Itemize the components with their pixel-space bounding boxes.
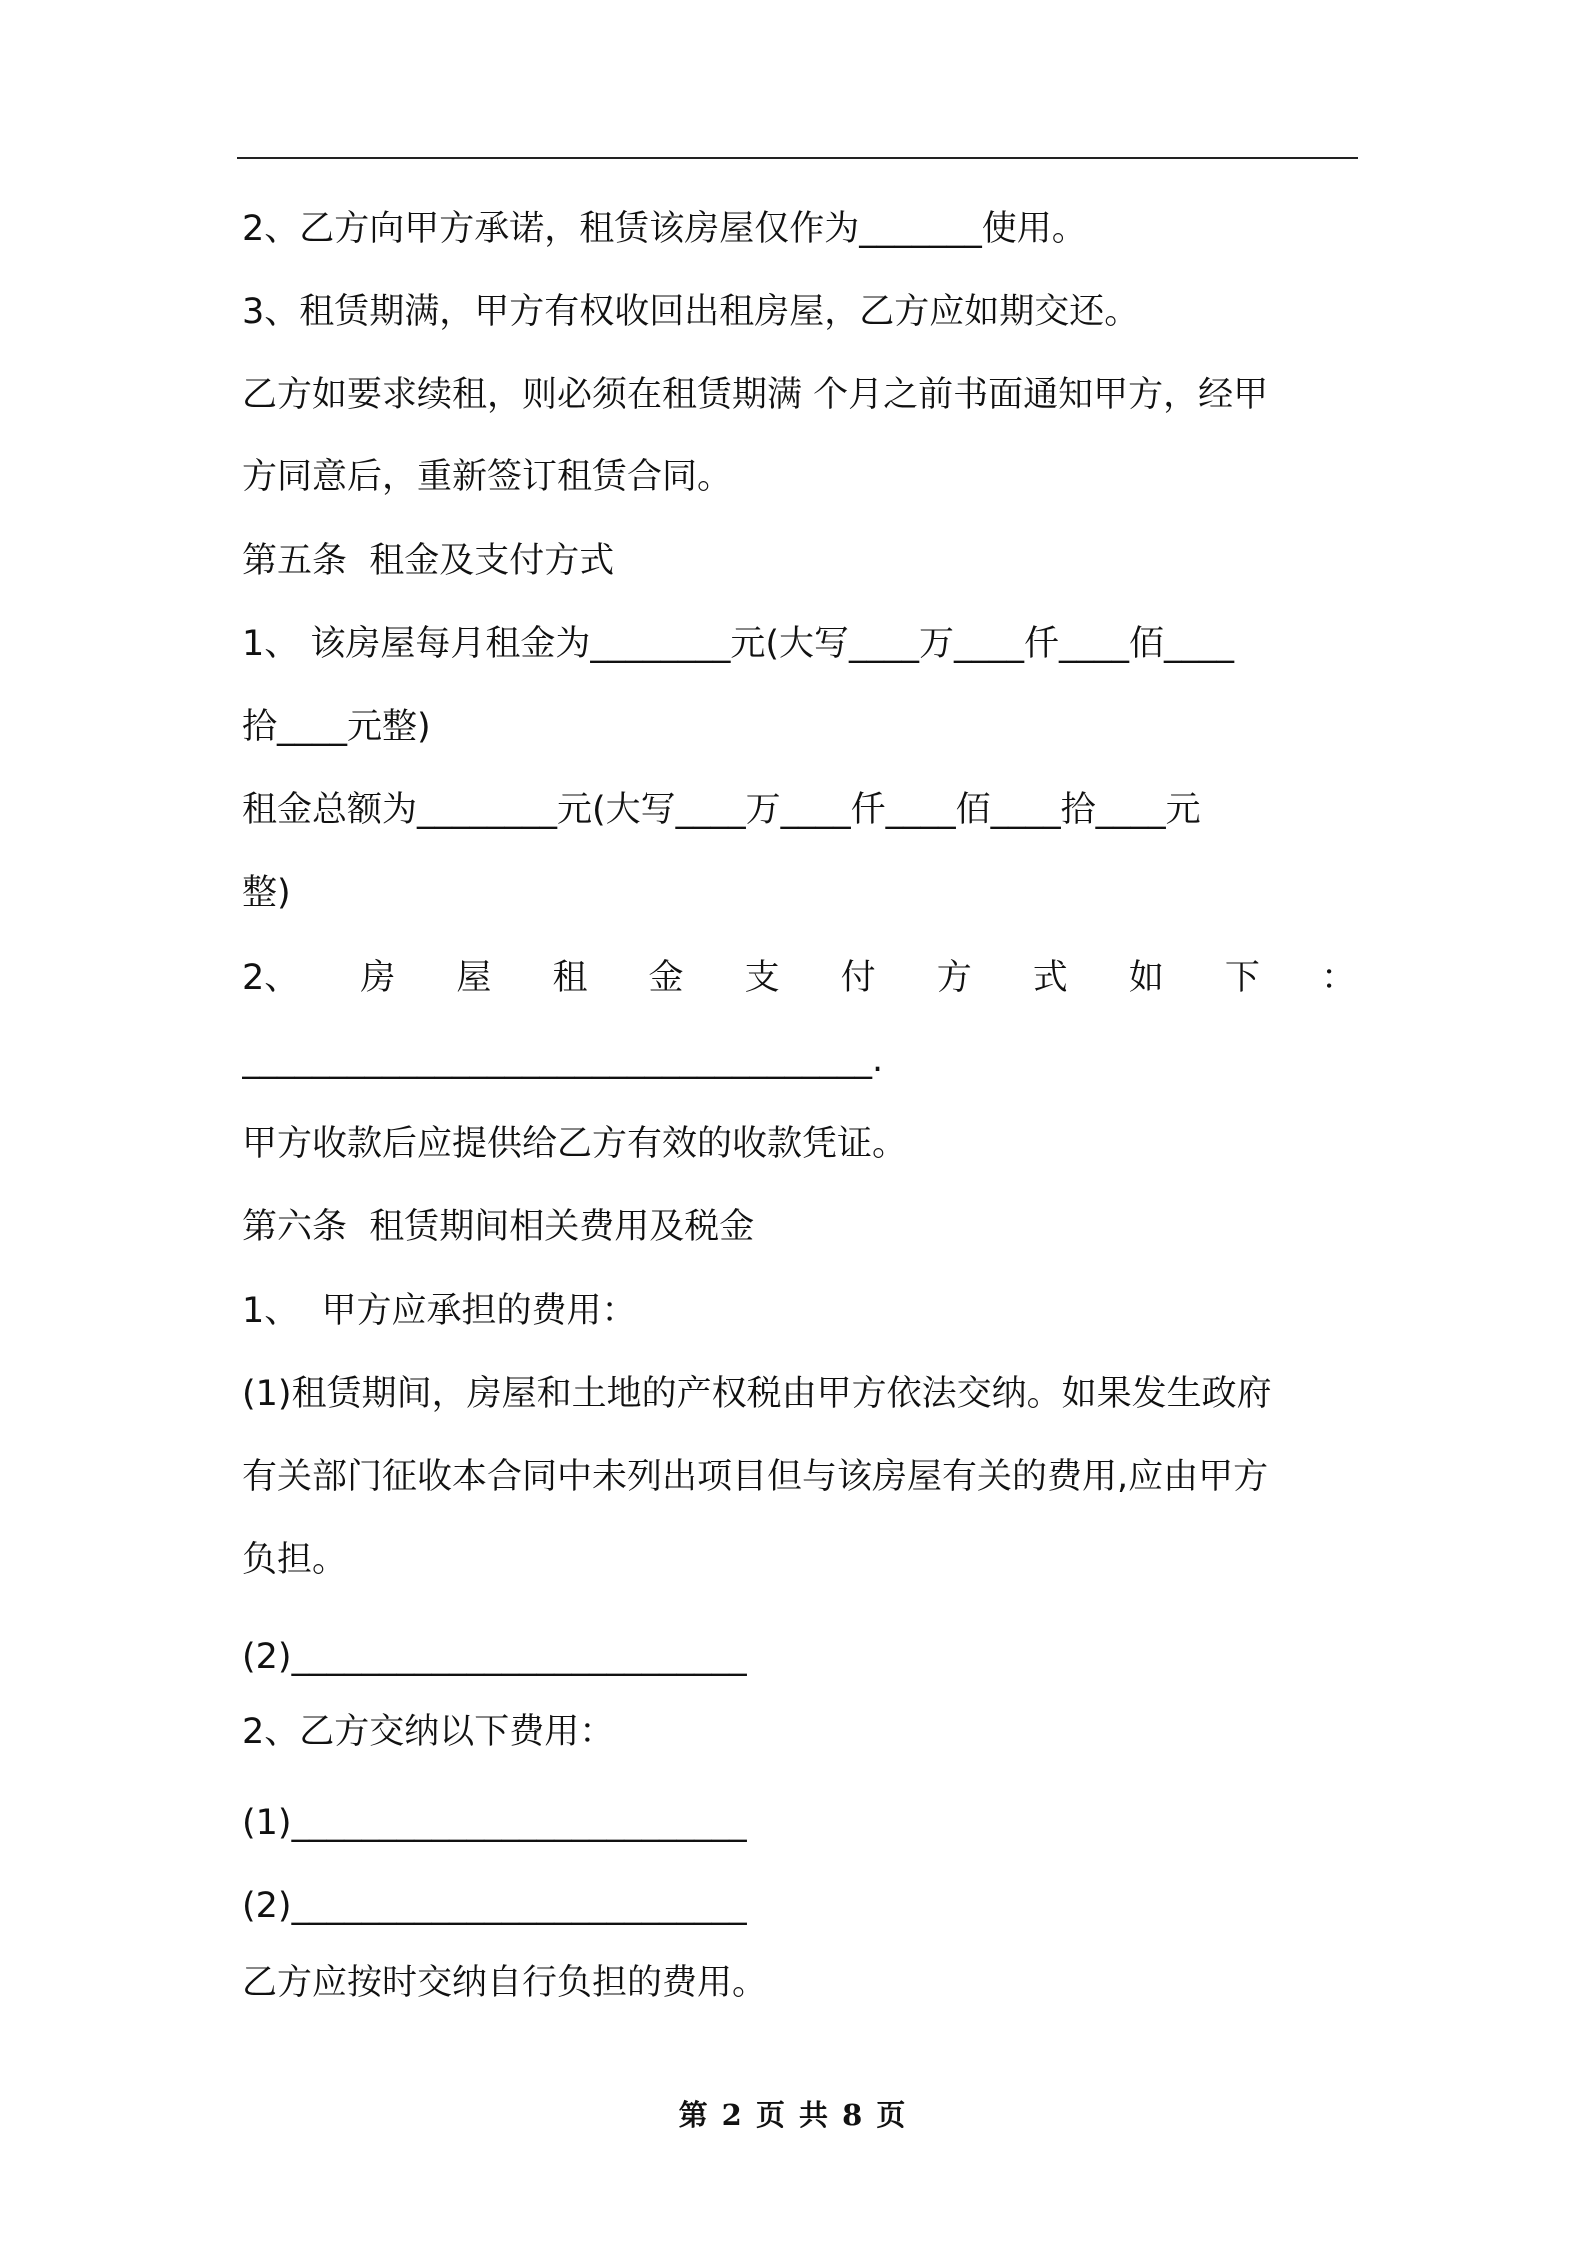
payment-method-char: 屋 bbox=[456, 958, 492, 998]
page-number-footer: 第 2 页 共 8 页 bbox=[678, 2098, 908, 2132]
receipt-text: 甲方收款后应提供给乙方有效的收款凭证。 bbox=[242, 1124, 908, 1164]
payment-method-char: 房 bbox=[360, 958, 396, 998]
clause-3-expiry: 3、租赁期满，甲方有权收回出租房屋，乙方应如期交还。 bbox=[242, 292, 1140, 332]
party-a-fee-1-line-2: 有关部门征收本合同中未列出项目但与该房屋有关的费用,应由甲方 bbox=[242, 1457, 1269, 1497]
payment-method-char: 方 bbox=[936, 958, 972, 998]
renewal-text-line-1: 乙方如要求续租，则必须在租赁期满 个月之前书面通知甲方，经甲 bbox=[242, 375, 1269, 415]
party-b-fee-2: (2)__________________________ bbox=[242, 1886, 747, 1926]
payment-method-char: 租 bbox=[552, 958, 588, 998]
party-b-fee-1: (1)__________________________ bbox=[242, 1803, 747, 1843]
monthly-rent-line-1: 1、 该房屋每月租金为________元(大写____万____仟____佰____ bbox=[242, 624, 1235, 664]
party-b-fees-heading: 2、乙方交纳以下费用： bbox=[242, 1712, 615, 1752]
party-a-fee-1-line-1: (1)租赁期间，房屋和土地的产权税由甲方依法交纳。如果发生政府 bbox=[242, 1374, 1272, 1414]
party-a-fee-1-line-3: 负担。 bbox=[242, 1540, 348, 1580]
party-b-payment-note: 乙方应按时交纳自行负担的费用。 bbox=[242, 1963, 768, 2003]
payment-method-char: 支 bbox=[744, 958, 780, 998]
payment-method-char: 2、 bbox=[242, 958, 300, 998]
payment-method-char: 金 bbox=[648, 958, 684, 998]
payment-method-char: 如 bbox=[1128, 958, 1164, 998]
party-a-fees-heading: 1、 甲方应承担的费用： bbox=[242, 1291, 637, 1331]
total-rent-line-2: 整) bbox=[242, 873, 291, 913]
article-6-heading: 第六条 租赁期间相关费用及税金 bbox=[242, 1207, 755, 1247]
payment-method-blank: ____________________________________. bbox=[242, 1040, 884, 1080]
header-rule bbox=[237, 157, 1358, 159]
payment-method-char: ： bbox=[1320, 958, 1356, 998]
total-rent-line-1: 租金总额为________元(大写____万____仟____佰____拾____元 bbox=[242, 790, 1201, 830]
payment-method-char: 下 bbox=[1224, 958, 1260, 998]
payment-method-char: 付 bbox=[840, 958, 876, 998]
payment-method-line bbox=[242, 948, 1356, 1008]
party-a-fee-2: (2)__________________________ bbox=[242, 1637, 747, 1677]
payment-method-char: 式 bbox=[1032, 958, 1068, 998]
monthly-rent-line-2: 拾____元整) bbox=[242, 707, 431, 747]
article-5-heading: 第五条 租金及支付方式 bbox=[242, 541, 615, 581]
renewal-text-line-2: 方同意后，重新签订租赁合同。 bbox=[242, 457, 733, 497]
clause-2-use: 2、乙方向甲方承诺，租赁该房屋仅作为_______使用。 bbox=[242, 209, 1087, 249]
